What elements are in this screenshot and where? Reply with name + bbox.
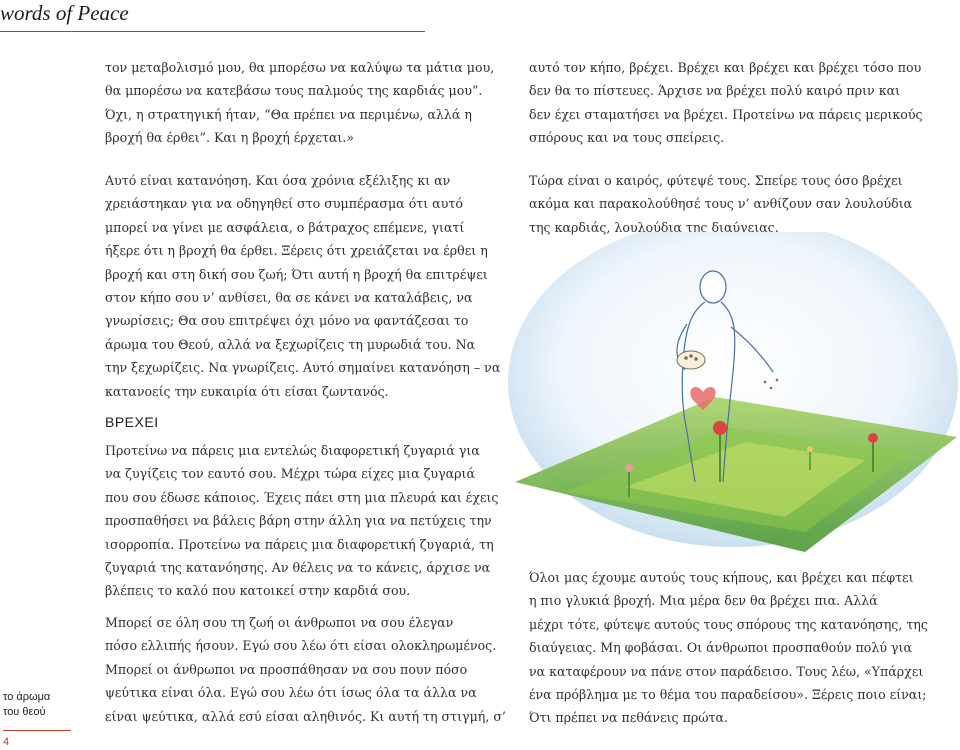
seed-bowl xyxy=(677,351,705,369)
text-line: που σου έδωσε κάποιος. Έχεις πάει στη μια πλευρά και έχεις xyxy=(105,489,499,505)
text-line: δεν έχει σταματήσει να βρέχει. Προτείνω να πάρεις μερικούς xyxy=(529,106,923,122)
left-paragraph-1 xyxy=(105,56,495,150)
page-number: 4 xyxy=(3,736,10,748)
text-line: χρειάστηκαν για να οδηγηθεί στο συμπέρασμα ότι αυτό xyxy=(105,196,463,212)
running-title: words of Peace xyxy=(0,1,129,25)
text-line: Όχι, η στρατηγική ήταν, “Θα πρέπει να περιμένω, αλλά η xyxy=(105,106,472,122)
illustration-sower-garden xyxy=(505,232,960,557)
text-line: κατανοείς την ευκαιρία ότι είσαι ζωντανός. xyxy=(105,383,389,399)
text-line: προσπαθήσει να βάλεις βάρη στην άλλη για να πετύχεις την xyxy=(105,513,492,529)
text-line: Αυτό είναι κατανόηση. Και όσα χρόνια εξέλιξης κι αν xyxy=(105,173,451,188)
text-line: ισορροπία. Προτείνω να πάρεις μια διαφορετική ζυγαριά, τη xyxy=(105,536,494,552)
text-line: ζυγαριά της κατανόησης. Αν θέλεις να το κάνεις, άρχισε να xyxy=(105,560,491,576)
right-paragraph-2 xyxy=(529,169,913,239)
person-head xyxy=(700,271,726,303)
text-line: ήξερε ότι η βροχή θα έρθει. Ξέρεις ότι χρειάζεται να έρθει η xyxy=(105,243,488,259)
sidebar-caption-line-1: το άρωμα xyxy=(3,691,51,703)
text-line: διαύγειας. Μη φοβάσαι. Οι άνθρωποι προσπαθούν πολύ για xyxy=(529,640,912,656)
text-line: της καρδιάς, λουλούδια της διαύγειας. xyxy=(529,219,779,235)
text-line: ψεύτικα είναι όλα. Εγώ σου λέω ότι ίσως όλα τα άλλα να xyxy=(105,685,477,701)
text-line: η πιο γλυκιά βροχή. Μια μέρα δεν θα βρέχει πια. Αλλά xyxy=(529,593,878,609)
title-divider xyxy=(0,31,425,32)
text-line: δεν θα το πίστευες. Άρχισε να βρέχει πολύ καιρό πριν και xyxy=(529,83,901,99)
right-paragraph-3 xyxy=(529,566,928,730)
text-line: άρωμα του Θεού, αλλά να ξεχωρίζεις τη μυρωδιά του. Να xyxy=(105,336,476,352)
text-line: είναι ψεύτικα, αλλά εσύ είσαι αληθινός. Κι αυτή τη στιγμή, σ’ xyxy=(105,708,506,724)
text-line: Μπορεί οι άνθρωποι να προσπάθησαν να σου πουν πόσο xyxy=(105,661,468,677)
text-line: βροχή και στη δική σου ζωή; Ότι αυτή η βροχή θα επιτρέψει xyxy=(105,266,488,282)
text-line: Ότι πρέπει να πεθάνεις πρώτα. xyxy=(529,710,729,726)
text-line: Προτείνω να πάρεις μια εντελώς διαφορετική ζυγαριά για xyxy=(105,443,480,458)
text-line: αυτό τον κήπο, βρέχει. Βρέχει και βρέχει και βρέχει τόσο που xyxy=(529,60,922,75)
text-line: βροχή θα έρθει”. Και η βροχή έρχεται.» xyxy=(105,130,355,146)
sidebar-divider xyxy=(3,730,71,731)
text-line: μέχρι τότε, φύτεψε αυτούς τους σπόρους της κατανόησης, της xyxy=(529,616,928,632)
text-line: να καταφέρουν να πάνε στον παράδεισο. Τους λέω, «Υπάρχει xyxy=(529,663,924,679)
sidebar-caption-line-2: του θεού xyxy=(3,706,46,718)
sidebar-caption xyxy=(3,690,73,720)
left-paragraph-3 xyxy=(105,439,499,603)
text-line: Όλοι μας έχουμε αυτούς τους κήπους, και βρέχει και πέφτει xyxy=(529,570,914,585)
section-heading: ΒΡΕΧΕΙ xyxy=(105,414,159,430)
text-line: ακόμα και παρακολούθησέ τους ν’ ανθίζουν σαν λουλούδια xyxy=(529,196,913,212)
text-line: την ξεχωρίζεις. Να γνωρίζεις. Αυτό σημαίνει κατανόηση – να xyxy=(105,360,501,376)
right-paragraph-1 xyxy=(529,56,923,150)
text-line: θα μπορέσω να κατεβάσω τους παλμούς της καρδιάς μου”. xyxy=(105,83,483,99)
text-line: μπορεί να γίνει με ασφάλεια, ο βάτραχος επέμενε, γιατί xyxy=(105,219,465,235)
text-line: Τώρα είναι ο καιρός, φύτεψέ τους. Σπείρε τους όσο βρέχει xyxy=(529,173,903,188)
text-line: να ζυγίζεις τον εαυτό σου. Μέχρι τώρα είχες μια ζυγαριά xyxy=(105,466,475,482)
text-line: σπόρους και να τους σπείρεις. xyxy=(529,130,725,146)
text-line: ένα πρόβλημα με το θέμα του παραδείσου». Ξέρεις ποιο είναι; xyxy=(529,687,927,703)
text-line: στον κήπο σου ν’ ανθίσει, θα σε κάνει να καταλάβεις, να xyxy=(105,290,473,306)
text-line: τον μεταβολισμό μου, θα μπορέσω να καλύψω τα μάτια μου, xyxy=(105,60,495,75)
left-paragraph-2 xyxy=(105,169,501,403)
left-paragraph-4 xyxy=(105,611,506,728)
text-line: πόσο ελλιπής ήσουν. Εγώ σου λέω ότι είσαι ολοκληρωμένος. xyxy=(105,638,497,654)
text-line: βλέπεις το καλό που κατοικεί στην καρδιά σου. xyxy=(105,583,411,599)
text-line: γνωρίσεις; Θα σου επιτρέψει όχι μόνο να φαντάζεσαι το xyxy=(105,313,469,329)
text-line: Μπορεί σε όλη σου τη ζωή οι άνθρωποι να σου έλεγαν xyxy=(105,615,454,630)
